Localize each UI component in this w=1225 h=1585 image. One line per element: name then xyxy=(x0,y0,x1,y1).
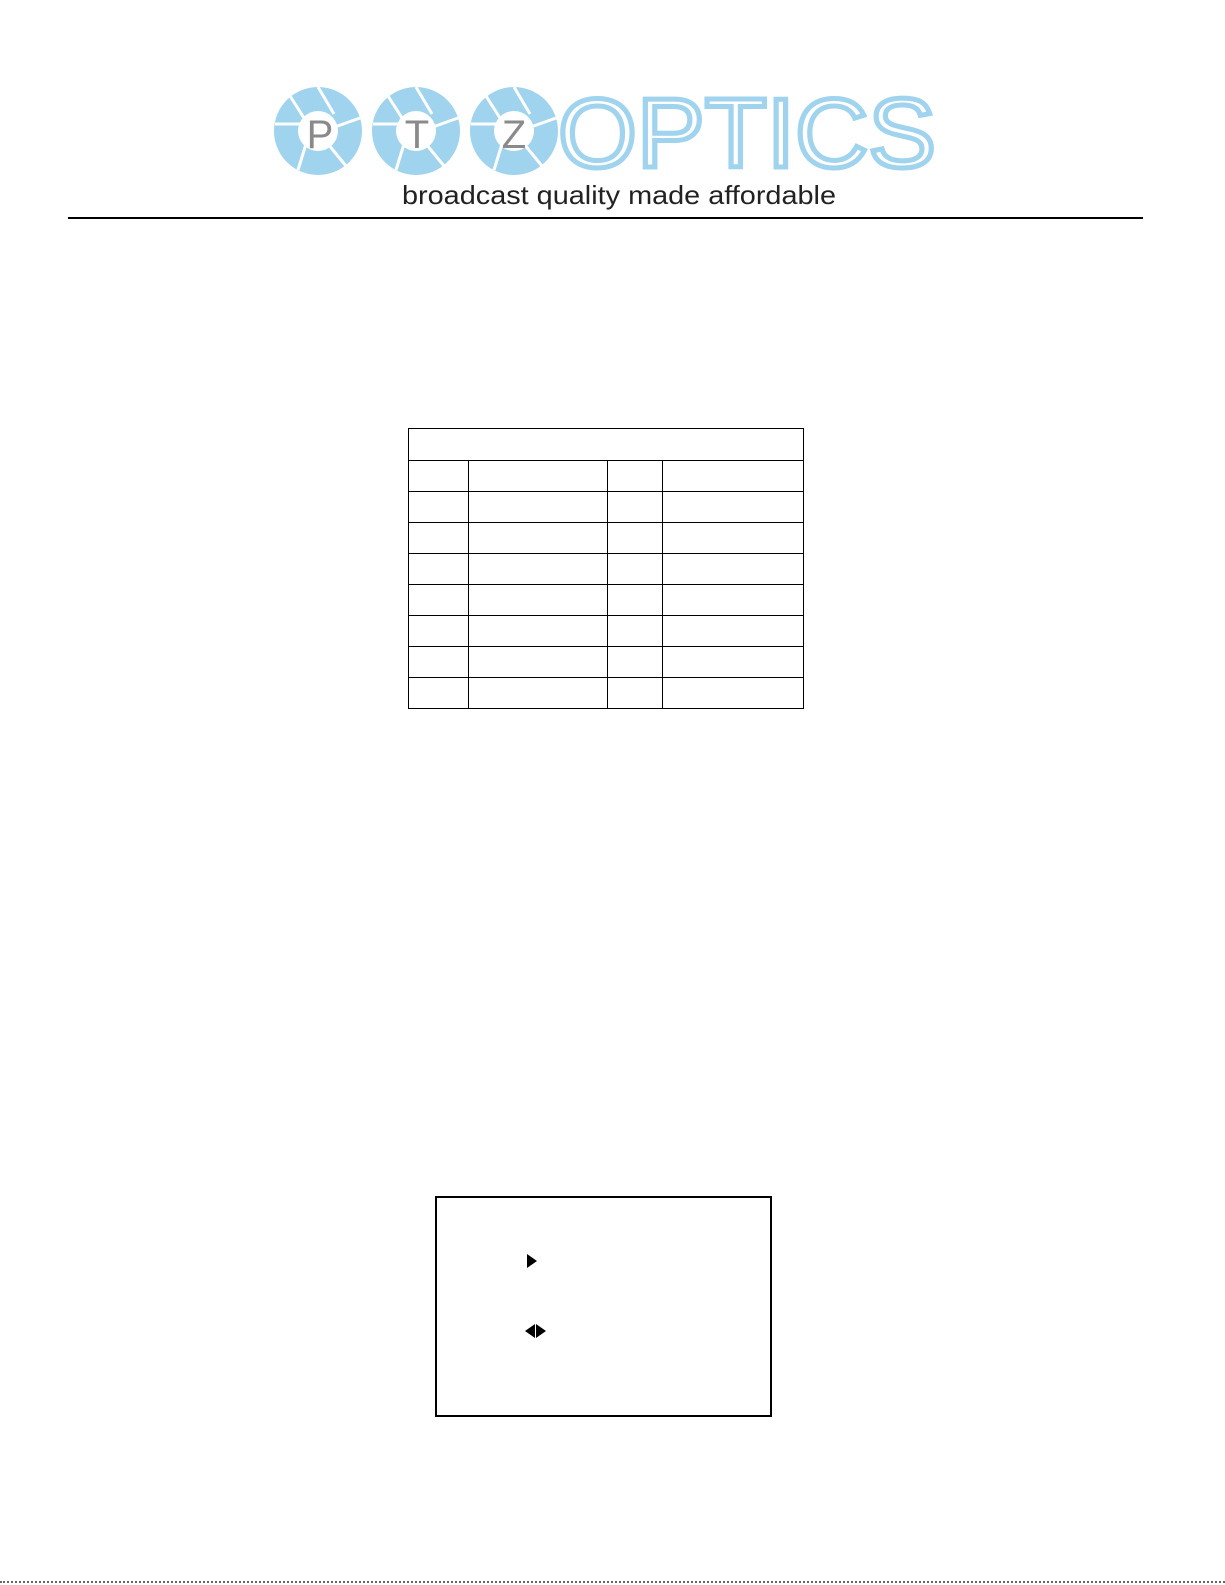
table-row xyxy=(409,647,804,678)
table-cell xyxy=(409,585,469,616)
table-row xyxy=(409,616,804,647)
table-cell xyxy=(608,523,663,554)
table-cell xyxy=(409,678,469,709)
table-row xyxy=(409,461,804,492)
arrow-left-icon xyxy=(525,1324,535,1338)
table-cell xyxy=(409,616,469,647)
logo-letter-z: Z xyxy=(501,113,527,157)
table-cell xyxy=(409,492,469,523)
table-cell xyxy=(469,461,608,492)
osd-menu-box xyxy=(435,1196,772,1417)
table-cell xyxy=(608,678,663,709)
table-cell xyxy=(608,616,663,647)
logo-letter-t: T xyxy=(404,113,430,157)
table-cell xyxy=(663,647,804,678)
table-row xyxy=(409,554,804,585)
table-cell xyxy=(469,492,608,523)
footer-divider xyxy=(0,1581,1225,1583)
table-cell xyxy=(469,678,608,709)
table-cell xyxy=(663,616,804,647)
table-cell xyxy=(663,523,804,554)
table-cell xyxy=(663,554,804,585)
logo-tagline: broadcast quality made affordable xyxy=(402,180,836,210)
table-cell xyxy=(663,585,804,616)
table-cell xyxy=(409,554,469,585)
table-cell xyxy=(608,554,663,585)
logo-letter-p: P xyxy=(306,113,334,157)
table-row xyxy=(409,492,804,523)
table-cell xyxy=(608,647,663,678)
table-cell xyxy=(409,461,469,492)
table-cell xyxy=(469,523,608,554)
table-cell xyxy=(469,585,608,616)
table-cell xyxy=(469,616,608,647)
table-row xyxy=(409,585,804,616)
table-cell xyxy=(663,492,804,523)
table-cell xyxy=(469,554,608,585)
data-table xyxy=(408,428,804,709)
table-title-row xyxy=(409,429,804,461)
table-row xyxy=(409,678,804,709)
table-cell xyxy=(608,492,663,523)
table-cell xyxy=(409,647,469,678)
table-cell xyxy=(409,523,469,554)
table-cell xyxy=(663,678,804,709)
arrow-right-icon xyxy=(536,1324,546,1338)
table-row xyxy=(409,523,804,554)
table-cell xyxy=(663,461,804,492)
table-cell xyxy=(608,461,663,492)
logo-wordmark: OPTICS xyxy=(558,84,936,188)
arrow-left-right-icon xyxy=(525,1324,549,1338)
arrow-right-icon xyxy=(527,1254,537,1268)
header-divider xyxy=(68,217,1143,219)
table-cell xyxy=(608,585,663,616)
table-title xyxy=(409,429,804,461)
ptzoptics-logo xyxy=(262,84,950,214)
table-cell xyxy=(469,647,608,678)
